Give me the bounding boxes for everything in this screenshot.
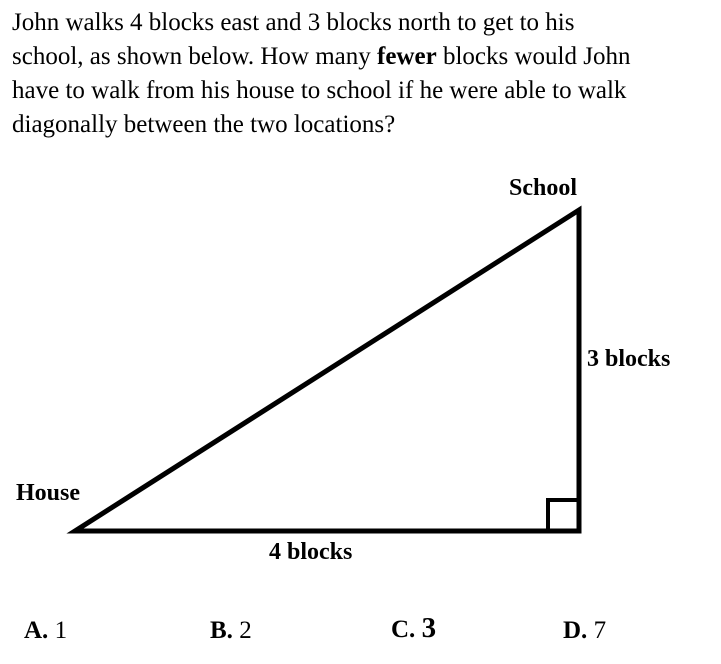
choice-c-letter: C.: [391, 616, 416, 643]
question-part-2: blocks would John have to walk from his house to school if he were able to walk diagonally between the two locations?: [12, 43, 631, 138]
choice-c-value: 3: [421, 612, 437, 644]
vertical-side-label: 3 blocks: [587, 346, 671, 372]
triangle: [75, 210, 579, 531]
house-label: House: [16, 480, 81, 506]
question-emphasis: fewer: [377, 43, 437, 70]
horizontal-side-label: 4 blocks: [269, 539, 353, 565]
choice-c[interactable]: [391, 613, 436, 645]
school-label: School: [509, 175, 578, 201]
choice-a-letter: A.: [24, 617, 49, 644]
choice-b-letter: B.: [210, 617, 233, 644]
choice-b-value: 2: [239, 617, 252, 644]
choice-a[interactable]: [24, 616, 67, 646]
choice-b[interactable]: [210, 616, 252, 646]
right-angle-marker: [548, 500, 579, 531]
question-part-1: John walks 4 blocks east and 3 blocks north to get to his school, as shown below. How many: [12, 9, 575, 70]
choice-a-value: 1: [54, 617, 68, 644]
choice-d-value: 7: [593, 617, 607, 644]
choice-d[interactable]: [563, 616, 606, 646]
choice-d-letter: D.: [563, 617, 588, 644]
